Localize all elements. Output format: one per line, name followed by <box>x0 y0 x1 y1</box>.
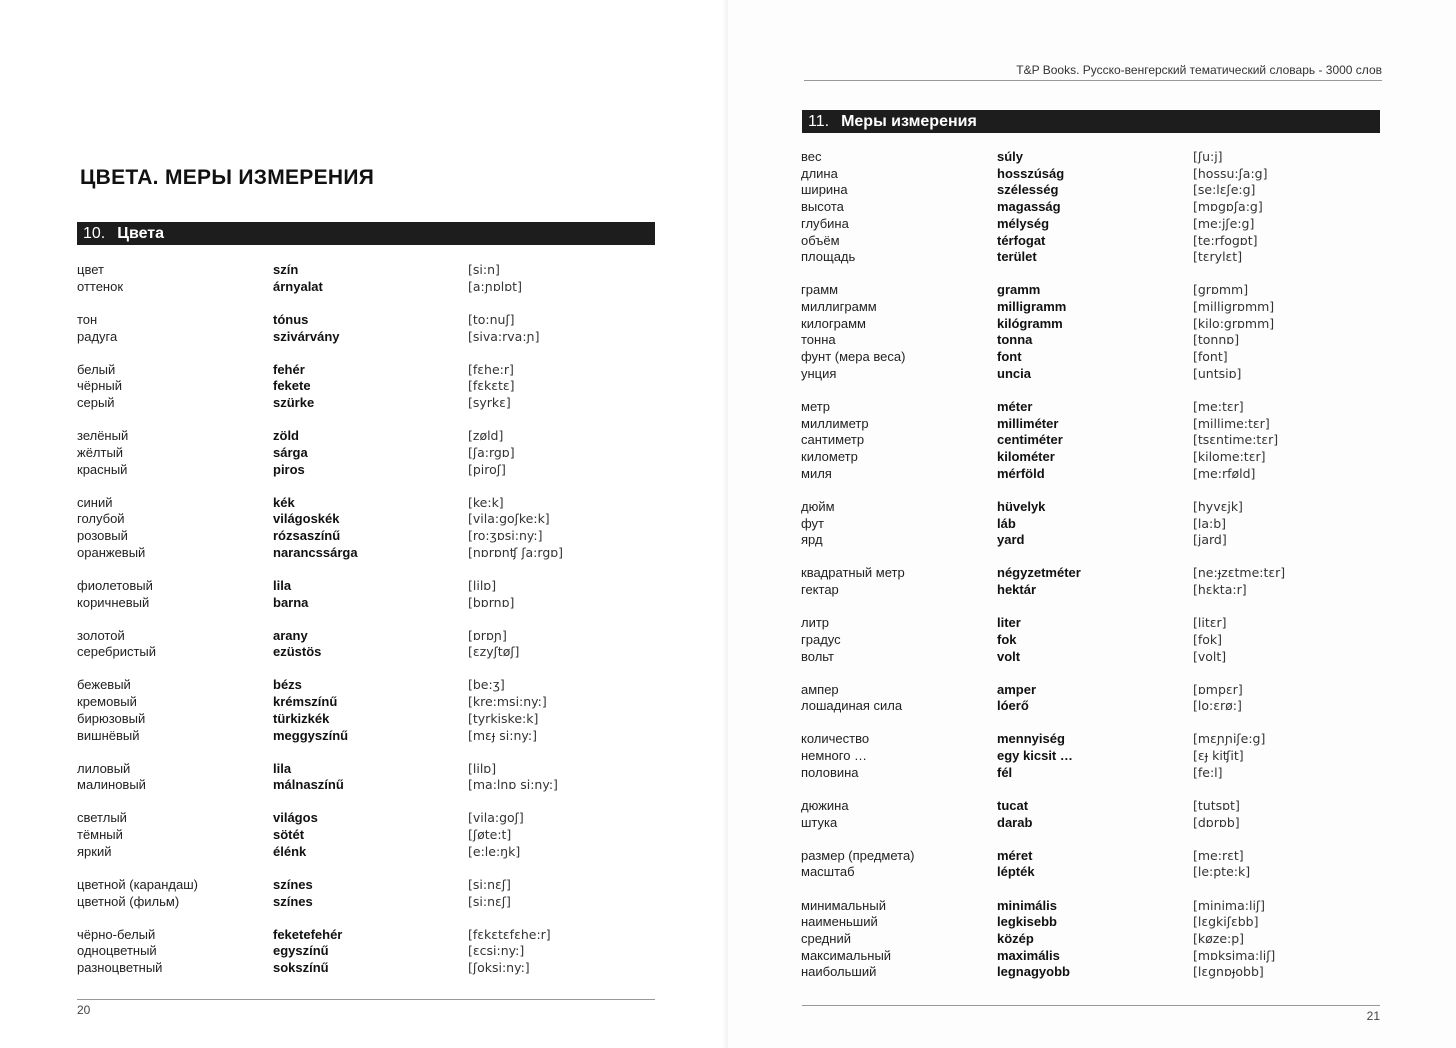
russian-word: бежевый <box>77 677 131 693</box>
hungarian-word: barna <box>273 594 309 610</box>
vocab-row <box>801 930 1411 947</box>
hungarian-word: rózsaszínű <box>273 528 341 543</box>
russian-word: минимальный <box>801 897 886 913</box>
transcription: [le:pte:k] <box>1193 864 1251 880</box>
russian-word: разноцветный <box>77 960 163 976</box>
transcription: [vila:goʃke:k] <box>468 511 550 527</box>
russian-word: наименьший <box>801 914 878 930</box>
hungarian-word: világoskék <box>273 511 340 527</box>
transcription: [tyrkiske:k] <box>468 710 539 726</box>
hungarian-word: krémszínű <box>273 694 338 710</box>
hungarian-word: mérföld <box>997 465 1045 481</box>
hungarian-word: ezüstös <box>273 644 322 660</box>
hungarian-word: uncia <box>997 365 1031 381</box>
transcription: [mɛɟ si:ny:] <box>468 727 537 743</box>
vocab-row <box>801 730 1411 747</box>
hungarian-word: lépték <box>997 864 1035 880</box>
hungarian-word: fél <box>997 764 1013 780</box>
russian-word: глубина <box>801 215 849 231</box>
russian-word: наибольший <box>801 964 877 980</box>
vocab-row <box>77 809 677 826</box>
hungarian-word: gramm <box>997 282 1041 298</box>
russian-word: фунт (мера веса) <box>801 349 906 365</box>
hungarian-word: milligramm <box>997 299 1067 314</box>
hungarian-word: szivárvány <box>273 328 340 344</box>
russian-word: жёлтый <box>77 444 124 460</box>
transcription: [lilɒ] <box>468 577 497 593</box>
vocab-row <box>801 365 1411 382</box>
page-number: 21 <box>802 1005 1380 1023</box>
hungarian-word: font <box>997 349 1022 365</box>
vocab-row <box>801 448 1411 465</box>
russian-word: золотой <box>77 627 125 643</box>
vocab-row <box>77 577 677 594</box>
section-title: Меры измерения <box>841 113 977 130</box>
hungarian-word: málnaszínű <box>273 777 344 793</box>
russian-word: бирюзовый <box>77 710 146 726</box>
hungarian-word: szín <box>273 262 299 277</box>
transcription: [fɛhe:r] <box>468 361 514 377</box>
transcription: [tsɛntime:tɛr] <box>1193 432 1279 448</box>
russian-word: миллиграмм <box>801 299 877 314</box>
russian-word: красный <box>77 461 128 477</box>
transcription: [fɛkɛtɛfɛhe:r] <box>468 926 551 942</box>
hungarian-word: sokszínű <box>273 960 329 976</box>
russian-word: кремовый <box>77 694 137 710</box>
hungarian-word: magasság <box>997 199 1061 215</box>
transcription: [ɒrɒɲ] <box>468 627 507 643</box>
russian-word: ярд <box>801 532 823 548</box>
vocab-row <box>77 942 677 959</box>
transcription: [te:rfogɒt] <box>1193 232 1258 248</box>
hungarian-word: bézs <box>273 677 302 693</box>
russian-word: чёрно-белый <box>77 926 156 942</box>
transcription: [mɛɲɲiʃe:g] <box>1193 731 1266 747</box>
hungarian-word: láb <box>997 515 1016 531</box>
transcription: [millime:tɛr] <box>1193 415 1270 431</box>
russian-word: вишнёвый <box>77 727 140 743</box>
vocab-row <box>77 760 677 777</box>
vocab-row <box>801 863 1411 880</box>
hungarian-word: közép <box>997 930 1034 946</box>
hungarian-word: milliméter <box>997 415 1059 431</box>
vocab-row <box>77 278 677 295</box>
russian-word: вольт <box>801 648 835 664</box>
hungarian-word: türkizkék <box>273 710 330 726</box>
transcription: [ne:ɟzɛtme:tɛr] <box>1193 565 1286 581</box>
russian-word: тонна <box>801 332 836 348</box>
hungarian-word: minimális <box>997 897 1057 913</box>
hungarian-word: arany <box>273 627 308 643</box>
hungarian-word: tonna <box>997 332 1033 348</box>
hungarian-word: súly <box>997 149 1024 164</box>
russian-word: градус <box>801 631 841 647</box>
transcription: [fok] <box>1193 631 1223 647</box>
hungarian-word: fekete <box>273 378 311 394</box>
vocab-row <box>801 298 1411 315</box>
vocab-row <box>77 461 677 478</box>
hungarian-word: yard <box>997 532 1025 548</box>
russian-word: дюйм <box>801 498 835 514</box>
transcription: [litɛr] <box>1193 615 1227 631</box>
russian-word: высота <box>801 199 844 215</box>
russian-word: малиновый <box>77 777 146 793</box>
russian-word: вес <box>801 149 822 164</box>
vocab-row <box>77 377 677 394</box>
hungarian-word: meggyszínű <box>273 727 349 743</box>
hungarian-word: liter <box>997 615 1021 631</box>
russian-word: миля <box>801 465 832 481</box>
transcription: [untsiɒ] <box>1193 365 1242 381</box>
vocab-row <box>77 710 677 727</box>
transcription: [kilome:tɛr] <box>1193 449 1266 464</box>
hungarian-word: mélység <box>997 215 1050 231</box>
transcription: [lilɒ] <box>468 760 497 776</box>
transcription: [jard] <box>1193 532 1227 548</box>
vocab-row <box>77 676 677 693</box>
hungarian-word: méter <box>997 398 1033 414</box>
vocab-row <box>801 648 1411 665</box>
hungarian-word: lila <box>273 577 292 593</box>
russian-word: оттенок <box>77 278 124 294</box>
russian-word: унция <box>801 365 837 381</box>
vocab-row <box>77 494 677 511</box>
hungarian-word: tónus <box>273 311 309 327</box>
russian-word: одноцветный <box>77 943 157 959</box>
transcription: [nɒrɒnʧ ʃa:rgɒ] <box>468 544 564 560</box>
russian-word: грамм <box>801 282 839 298</box>
transcription: [bɒrnɒ] <box>468 594 515 610</box>
vocab-row <box>801 431 1411 448</box>
section-header-measures <box>802 110 1380 133</box>
russian-word: яркий <box>77 843 112 859</box>
transcription: [fɛkɛtɛ] <box>468 378 515 394</box>
vocab-row <box>801 797 1411 814</box>
russian-word: гектар <box>801 582 839 597</box>
transcription: [ma:lnɒ si:ny:] <box>468 777 558 793</box>
hungarian-word: szürke <box>273 395 315 410</box>
russian-word: чёрный <box>77 378 123 394</box>
vocab-row <box>77 959 677 976</box>
russian-word: радуга <box>77 328 118 344</box>
hungarian-word: egy kicsit … <box>997 748 1073 764</box>
transcription: [minima:liʃ] <box>1193 897 1265 913</box>
vocab-row <box>77 826 677 843</box>
transcription: [ʃa:rgɒ] <box>468 444 515 460</box>
transcription: [siva:rva:ɲ] <box>468 328 540 344</box>
vocab-row <box>77 444 677 461</box>
russian-word: средний <box>801 930 851 946</box>
vocab-row <box>77 627 677 644</box>
russian-word: метр <box>801 398 830 414</box>
transcription: [syrkɛ] <box>468 395 511 410</box>
hungarian-word: mennyiség <box>997 731 1065 747</box>
russian-word: размер (предмета) <box>801 847 915 863</box>
vocab-row <box>801 747 1411 764</box>
transcription: [si:n] <box>468 262 500 277</box>
transcription: [ʃøte:t] <box>468 827 512 843</box>
transcription: [e:le:ŋk] <box>468 843 521 859</box>
russian-word: цветной (карандаш) <box>77 876 198 892</box>
transcription: [lɛgkiʃɛbb] <box>1193 914 1259 930</box>
russian-word: голубой <box>77 511 125 527</box>
russian-word: масштаб <box>801 864 855 880</box>
vocab-row <box>77 843 677 860</box>
hungarian-word: színes <box>273 893 313 909</box>
vocab-row <box>801 315 1411 332</box>
running-header: T&P Books. Русско-венгерский тематический словарь - 3000 слов <box>804 63 1382 81</box>
transcription: [kilo:grɒmm] <box>1193 315 1275 331</box>
hungarian-word: egyszínű <box>273 943 329 959</box>
hungarian-word: lila <box>273 760 292 776</box>
hungarian-word: sárga <box>273 444 308 460</box>
vocab-row <box>77 693 677 710</box>
page-number: 20 <box>77 999 655 1017</box>
transcription: [tɛrylɛt] <box>1193 249 1243 265</box>
vocab-row <box>77 727 677 744</box>
section-number: 10. <box>83 225 106 242</box>
transcription: [fe:l] <box>1193 764 1223 780</box>
vocab-row <box>801 631 1411 648</box>
vocab-row <box>77 594 677 611</box>
transcription: [font] <box>1193 349 1228 365</box>
transcription: [me:jʃe:g] <box>1193 215 1255 231</box>
vocab-row <box>801 847 1411 864</box>
hungarian-word: zöld <box>273 428 299 444</box>
russian-word: тон <box>77 311 98 327</box>
russian-word: площадь <box>801 249 856 265</box>
hungarian-word: centiméter <box>997 432 1063 448</box>
russian-word: розовый <box>77 528 128 543</box>
russian-word: дюжина <box>801 797 849 813</box>
transcription: [to:nuʃ] <box>468 311 515 327</box>
hungarian-word: árnyalat <box>273 278 323 294</box>
russian-word: фут <box>801 515 825 531</box>
transcription: [milligrɒmm] <box>1193 299 1275 314</box>
vocab-row <box>801 148 1411 165</box>
transcription: [køze:p] <box>1193 930 1245 946</box>
transcription: [ɛcsi:ny:] <box>468 943 525 959</box>
transcription: [ɒmpɛr] <box>1193 681 1243 697</box>
vocab-row <box>801 531 1411 548</box>
hungarian-word: fehér <box>273 361 305 377</box>
transcription: [hossu:ʃa:g] <box>1193 165 1268 181</box>
transcription: [me:tɛr] <box>1193 398 1244 414</box>
vocab-row <box>801 498 1411 515</box>
vocab-row <box>801 281 1411 298</box>
russian-word: максимальный <box>801 947 892 963</box>
transcription: [la:b] <box>1193 515 1227 531</box>
vocab-row <box>77 261 677 278</box>
hungarian-word: piros <box>273 461 305 477</box>
russian-word: белый <box>77 361 116 377</box>
vocab-row <box>77 527 677 544</box>
transcription: [zøld] <box>468 428 504 444</box>
vocab-row <box>801 764 1411 781</box>
transcription: [volt] <box>1193 648 1227 664</box>
section-title: Цвета <box>117 225 164 242</box>
russian-word: серый <box>77 395 115 410</box>
vocab-row <box>801 814 1411 831</box>
russian-word: объём <box>801 232 840 248</box>
russian-word: цветной (фильм) <box>77 893 180 909</box>
russian-word: зелёный <box>77 428 129 444</box>
transcription: [ro:ʒɒsi:ny:] <box>468 528 543 543</box>
vocab-row <box>801 947 1411 964</box>
hungarian-word: négyzetméter <box>997 565 1081 581</box>
vocab-row <box>801 331 1411 348</box>
transcription: [ɛzyʃtøʃ] <box>468 644 520 660</box>
vocab-row <box>77 643 677 660</box>
hungarian-word: darab <box>997 814 1033 830</box>
hungarian-word: narancssárga <box>273 544 358 560</box>
russian-word: коричневый <box>77 594 150 610</box>
russian-word: лошадиная сила <box>801 698 903 714</box>
hungarian-word: méret <box>997 847 1033 863</box>
transcription: [ɛɟ kiʧit] <box>1193 748 1244 764</box>
vocab-row <box>77 544 677 561</box>
transcription: [grɒmm] <box>1193 282 1249 298</box>
hungarian-word: volt <box>997 648 1021 664</box>
russian-word: штука <box>801 814 838 830</box>
russian-word: литр <box>801 615 830 631</box>
vocab-row <box>801 897 1411 914</box>
russian-word: ширина <box>801 182 848 198</box>
transcription: [tutsɒt] <box>1193 797 1240 813</box>
vocab-row <box>77 876 677 893</box>
hungarian-word: amper <box>997 681 1037 697</box>
transcription: [ʃoksi:ny:] <box>468 960 530 976</box>
hungarian-word: kilógramm <box>997 315 1063 331</box>
vocab-row <box>801 564 1411 581</box>
vocab-row <box>801 165 1411 182</box>
transcription: [a:ɲɒlɒt] <box>468 278 522 294</box>
hungarian-word: hosszúság <box>997 165 1065 181</box>
transcription: [lɛgnɒɟobb] <box>1193 964 1264 980</box>
chapter-title: ЦВЕТА. МЕРЫ ИЗМЕРЕНИЯ <box>80 166 375 189</box>
transcription: [mɒgɒʃa:g] <box>1193 199 1263 215</box>
vocab-row <box>801 697 1411 714</box>
vocab-row <box>77 510 677 527</box>
russian-word: синий <box>77 494 113 510</box>
hungarian-word: legkisebb <box>997 914 1057 930</box>
russian-word: фиолетовый <box>77 577 153 593</box>
transcription: [me:rføld] <box>1193 465 1256 481</box>
transcription: [ʃu:j] <box>1193 149 1223 164</box>
russian-word: тёмный <box>77 827 123 843</box>
vocab-row <box>801 232 1411 249</box>
russian-word: килограмм <box>801 315 866 331</box>
hungarian-word: feketefehér <box>273 926 343 942</box>
transcription: [lo:ɛrø:] <box>1193 698 1242 714</box>
transcription: [vila:goʃ] <box>468 810 524 826</box>
vocab-row <box>801 348 1411 365</box>
russian-word: немного … <box>801 748 868 764</box>
vocab-row <box>801 963 1411 980</box>
vocab-row <box>801 581 1411 598</box>
transcription: [be:ʒ] <box>468 677 505 693</box>
russian-word: оранжевый <box>77 544 146 560</box>
hungarian-word: lóerő <box>997 698 1029 714</box>
transcription: [se:lɛʃe:g] <box>1193 182 1256 198</box>
hungarian-word: térfogat <box>997 232 1046 248</box>
russian-word: серебристый <box>77 644 157 660</box>
transcription: [dɒrɒb] <box>1193 814 1240 830</box>
hungarian-word: tucat <box>997 797 1029 813</box>
russian-word: лиловый <box>77 760 131 776</box>
russian-word: количество <box>801 731 870 747</box>
vocab-row <box>77 394 677 411</box>
transcription: [si:nɛʃ] <box>468 876 511 892</box>
transcription: [me:rɛt] <box>1193 847 1244 863</box>
transcription: [piroʃ] <box>468 461 506 477</box>
transcription: [hɛkta:r] <box>1193 582 1247 597</box>
russian-word: километр <box>801 449 858 464</box>
vocab-row <box>801 415 1411 432</box>
transcription: [si:nɛʃ] <box>468 893 511 909</box>
section-header-colors <box>77 222 655 245</box>
vocab-row <box>801 215 1411 232</box>
transcription: [mɒksima:liʃ] <box>1193 947 1276 963</box>
hungarian-word: színes <box>273 876 313 892</box>
hungarian-word: terület <box>997 249 1037 265</box>
hungarian-word: hüvelyk <box>997 498 1046 514</box>
vocab-row <box>77 328 677 345</box>
vocab-row <box>77 893 677 910</box>
hungarian-word: legnagyobb <box>997 964 1070 980</box>
vocab-row <box>77 361 677 378</box>
section-number: 11. <box>808 113 830 130</box>
russian-word: половина <box>801 764 859 780</box>
russian-word: светлый <box>77 810 127 826</box>
vocab-row <box>801 614 1411 631</box>
vocab-row <box>77 311 677 328</box>
hungarian-word: kék <box>273 494 295 510</box>
russian-word: сантиметр <box>801 432 865 448</box>
vocab-row <box>801 248 1411 265</box>
russian-word: длина <box>801 165 838 181</box>
russian-word: миллиметр <box>801 415 869 431</box>
hungarian-word: sötét <box>273 827 305 843</box>
vocab-row <box>801 681 1411 698</box>
hungarian-word: kilométer <box>997 449 1055 464</box>
vocab-row <box>801 515 1411 532</box>
hungarian-word: hektár <box>997 582 1037 597</box>
hungarian-word: élénk <box>273 843 307 859</box>
vocab-row <box>801 465 1411 482</box>
hungarian-word: világos <box>273 810 318 826</box>
russian-word: цвет <box>77 262 104 277</box>
hungarian-word: szélesség <box>997 182 1059 198</box>
vocab-row <box>801 913 1411 930</box>
russian-word: ампер <box>801 681 839 697</box>
transcription: [kre:msi:ny:] <box>468 694 547 710</box>
vocab-row <box>77 776 677 793</box>
vocab-row <box>801 181 1411 198</box>
transcription: [ke:k] <box>468 494 504 510</box>
transcription: [hyvɛjk] <box>1193 498 1243 514</box>
right-page <box>728 0 1456 1048</box>
hungarian-word: maximális <box>997 947 1060 963</box>
vocab-row <box>801 198 1411 215</box>
transcription: [tonnɒ] <box>1193 332 1240 348</box>
vocab-row <box>77 926 677 943</box>
hungarian-word: fok <box>997 631 1017 647</box>
russian-word: квадратный метр <box>801 565 905 581</box>
vocab-row <box>801 398 1411 415</box>
vocab-row <box>77 427 677 444</box>
